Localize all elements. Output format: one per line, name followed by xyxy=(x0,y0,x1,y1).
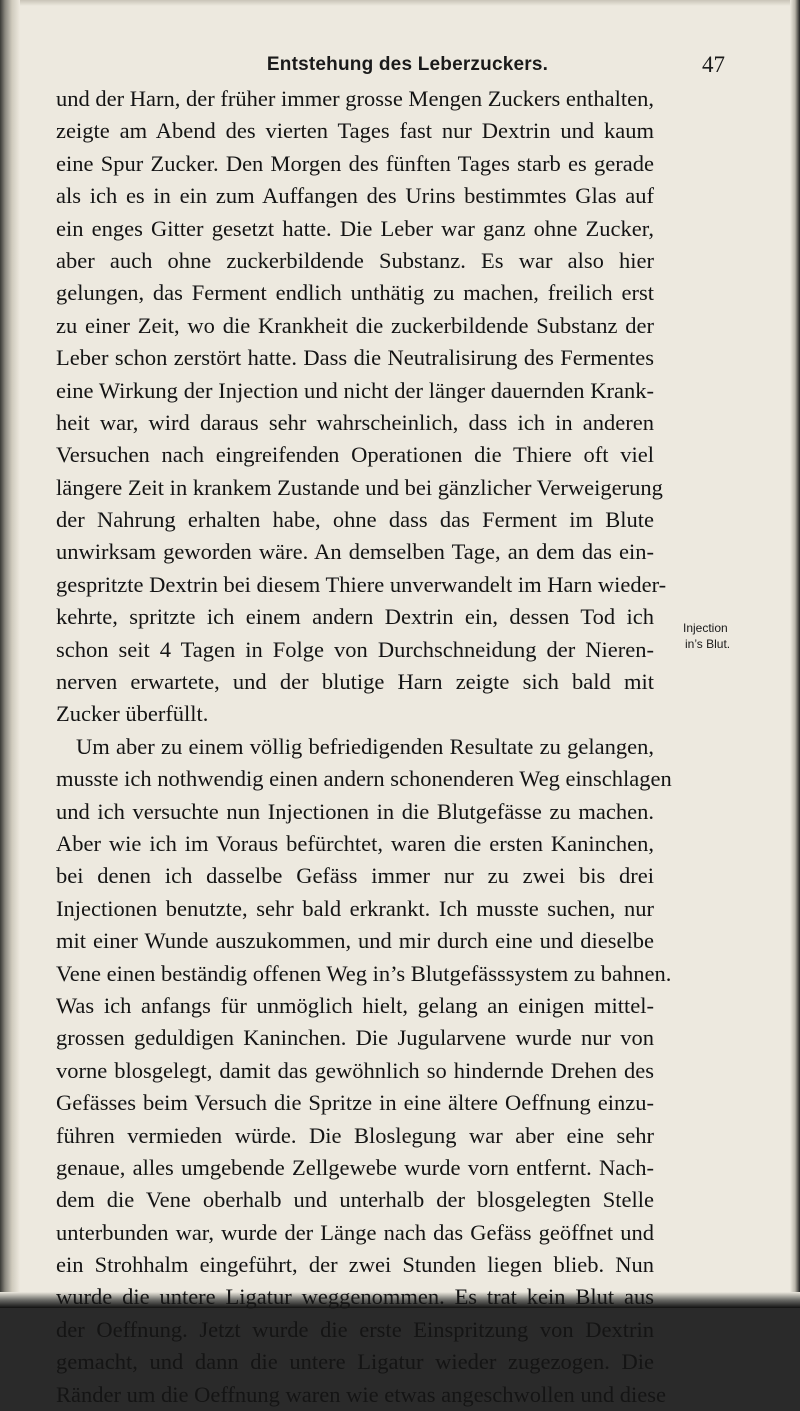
text-line: Injectionen benutzte, sehr bald erkrankt. Ich musste suchen, nur xyxy=(56,895,654,921)
marginal-note-line: in’s Blut. xyxy=(685,637,731,651)
text-line: dem die Vene oberhalb und unterhalb der blosgelegten Stelle xyxy=(56,1187,654,1213)
marginal-note-line: Injection xyxy=(683,621,728,635)
text-line: längere Zeit in krankem Zustande und bei gänzlicher Verweigerung xyxy=(56,474,663,500)
text-line: Versuchen nach eingreifenden Operationen die Thiere oft viel xyxy=(56,442,654,468)
text-line: mit einer Wunde auszukommen, und mir durch eine und dieselbe xyxy=(56,928,654,954)
text-line: eine Wirkung der Injection und nicht der länger dauernden Krank- xyxy=(56,377,654,403)
page-top-edge xyxy=(0,0,800,6)
text-line: zeigte am Abend des vierten Tages fast nur Dextrin und kaum xyxy=(56,118,654,144)
text-line: Aber wie ich im Voraus befürchtet, waren die ersten Kaninchen, xyxy=(56,830,654,856)
text-line: aber auch ohne zuckerbildende Substanz. Es war also hier xyxy=(56,247,654,273)
text-line: Vene einen beständig offenen Weg in’s Blutgefässsystem zu bahnen. xyxy=(56,960,672,986)
text-line: wurde die untere Ligatur weggenommen. Es trat kein Blut aus xyxy=(56,1284,654,1310)
text-line: und der Harn, der früher immer grosse Mengen Zuckers enthalten, xyxy=(56,86,654,111)
book-spine-shadow xyxy=(0,0,20,1308)
text-line: zu einer Zeit, wo die Krankheit die zuckerbildende Substanz der xyxy=(56,312,654,338)
body-text xyxy=(56,83,672,1411)
page-right-edge xyxy=(790,0,800,1308)
text-line: Zucker überfüllt. xyxy=(56,701,209,727)
text-line: musste ich nothwendig einen andern schonenderen Weg einschlagen xyxy=(56,766,672,792)
running-header-title: Entstehung des Leberzuckers. xyxy=(266,54,549,75)
text-line: schon seit 4 Tagen in Folge von Durchschneidung der Nieren- xyxy=(56,636,654,662)
text-line: unterbunden war, wurde der Länge nach das Gefäss geöffnet und xyxy=(56,1219,654,1245)
text-line: ein enges Gitter gesetzt hatte. Die Leber war ganz ohne Zucker, xyxy=(56,215,654,241)
text-line: führen vermieden würde. Die Bloslegung war aber eine sehr xyxy=(56,1122,654,1148)
marginal-note xyxy=(683,620,773,652)
text-line: und ich versuchte nun Injectionen in die Blutgefässe zu machen. xyxy=(56,798,654,824)
text-line: vorne blosgelegt, damit das gewöhnlich so hindernde Drehen des xyxy=(56,1057,654,1083)
text-line: ein Strohhalm eingeführt, der zwei Stunden liegen blieb. Nun xyxy=(56,1252,654,1278)
text-line: als ich es in ein zum Auffangen des Urins bestimmtes Glas auf xyxy=(56,183,654,209)
text-line: der Nahrung erhalten habe, ohne dass das Ferment im Blute xyxy=(56,507,654,533)
text-line: Was ich anfangs für unmöglich hielt, gelang an einigen mittel- xyxy=(56,992,654,1018)
running-header xyxy=(60,52,755,80)
text-line: Gefässes beim Versuch die Spritze in eine ältere Oeffnung einzu- xyxy=(56,1090,654,1116)
text-line: genaue, alles umgebende Zellgewebe wurde vorn entfernt. Nach- xyxy=(56,1154,654,1180)
text-line: gemacht, und dann die untere Ligatur wieder zugezogen. Die xyxy=(56,1349,654,1375)
text-line: Ränder um die Oeffnung waren wie etwas angeschwollen und diese xyxy=(56,1381,667,1407)
text-line: der Oeffnung. Jetzt wurde die erste Einspritzung von Dextrin xyxy=(56,1316,654,1342)
text-line: Leber schon zerstört hatte. Dass die Neutralisirung des Fermentes xyxy=(56,345,654,371)
page-number: 47 xyxy=(702,52,725,77)
text-line: eine Spur Zucker. Den Morgen des fünften Tages starb es gerade xyxy=(56,150,654,176)
text-line: kehrte, spritzte ich einem andern Dextrin ein, dessen Tod ich xyxy=(56,604,654,630)
text-line: gespritzte Dextrin bei diesem Thiere unverwandelt im Harn wieder- xyxy=(56,571,667,597)
text-line: Um aber zu einem völlig befriedigenden Resultate zu gelangen, xyxy=(76,733,654,759)
text-line: bei denen ich dasselbe Gefäss immer nur zu zwei bis drei xyxy=(56,863,654,889)
text-line: nerven erwartete, und der blutige Harn zeigte sich bald mit xyxy=(56,669,654,695)
text-line: grossen geduldigen Kaninchen. Die Jugularvene wurde nur von xyxy=(56,1025,654,1051)
text-line: unwirksam geworden wäre. An demselben Tage, an dem das ein- xyxy=(56,539,654,565)
text-line: gelungen, das Ferment endlich unthätig zu machen, freilich erst xyxy=(56,280,654,306)
text-line: heit war, wird daraus sehr wahrscheinlich, dass ich in anderen xyxy=(56,409,654,435)
